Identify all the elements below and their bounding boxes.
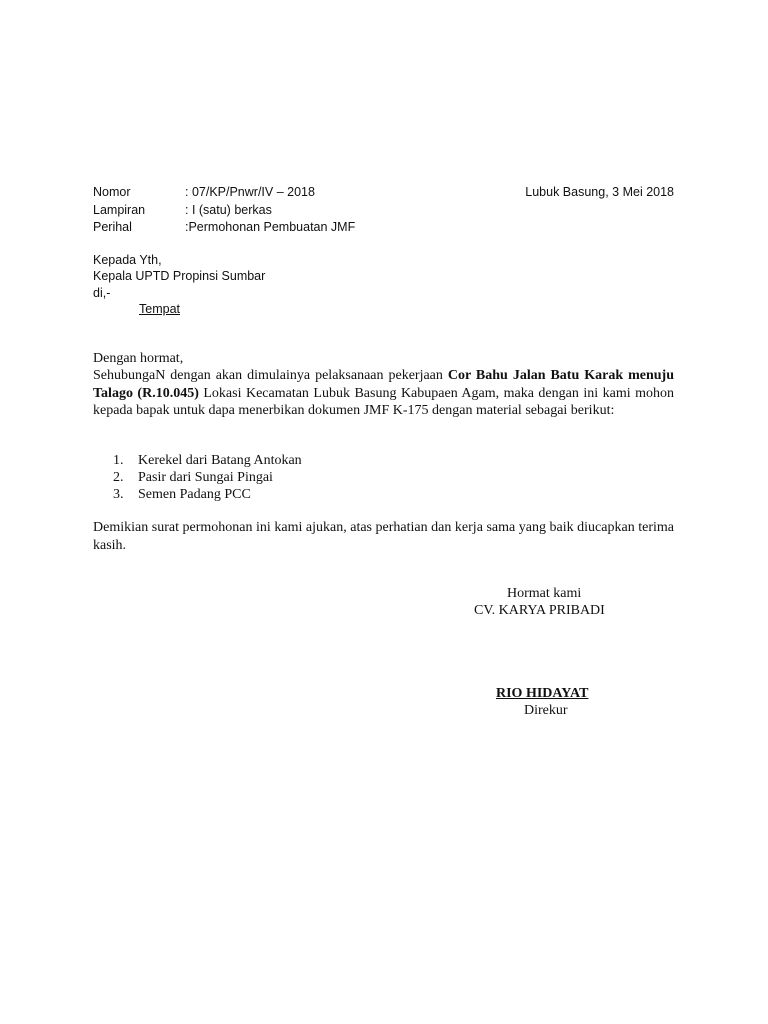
nomor-label: Nomor — [93, 185, 131, 199]
addressee-di: di,- — [93, 286, 111, 300]
list-item-text: Kerekel dari Batang Antokan — [138, 453, 302, 468]
signature-company: CV. KARYA PRIBADI — [474, 603, 605, 618]
body-paragraph — [93, 367, 674, 420]
signature-name: RIO HIDAYAT — [496, 686, 589, 701]
body-text-part2: Lokasi Kecamatan Lubuk Basung Kabupaen Agam, maka dengan ini kami mohon kepada bapak untuk dapa menerbikan dokumen JMF K-175 dengan material sebagai berikut: — [93, 385, 674, 418]
closing-paragraph: Demikian surat permohonan ini kami ajukan, atas perhatian dan kerja sama yang baik diucapkan terima kasih. — [93, 520, 674, 553]
addressee-place: Tempat — [139, 302, 180, 316]
list-item-text: Semen Padang PCC — [138, 487, 251, 502]
nomor-value: : 07/KP/Pnwr/IV – 2018 — [185, 185, 315, 199]
lampiran-value: : I (satu) berkas — [185, 203, 272, 217]
salutation: Dengan hormat, — [93, 351, 184, 366]
list-item-text: Pasir dari Sungai Pingai — [138, 470, 273, 485]
list-item — [93, 469, 302, 486]
addressee-greeting: Kepada Yth, — [93, 253, 162, 267]
lampiran-label: Lampiran — [93, 203, 146, 217]
material-list — [93, 452, 302, 503]
list-item-number: 3. — [113, 487, 124, 502]
perihal-label: Perihal — [93, 220, 132, 234]
list-item-number: 2. — [113, 470, 124, 485]
project-name: Cor Bahu Jalan Batu Karak menuju Talago (R.10.045) — [93, 368, 675, 401]
addressee-recipient: Kepala UPTD Propinsi Sumbar — [93, 269, 266, 283]
perihal-value: :Permohonan Pembuatan JMF — [185, 220, 356, 234]
list-item — [93, 486, 302, 503]
body-text-part1: SehubungaN dengan akan dimulainya pelaksanaan pekerjaan — [93, 368, 448, 383]
place-date: Lubuk Basung, 3 Mei 2018 — [525, 185, 674, 199]
list-item — [93, 452, 302, 469]
signature-greeting: Hormat kami — [507, 586, 582, 601]
signature-title: Direkur — [524, 703, 568, 718]
list-item-number: 1. — [113, 453, 124, 468]
